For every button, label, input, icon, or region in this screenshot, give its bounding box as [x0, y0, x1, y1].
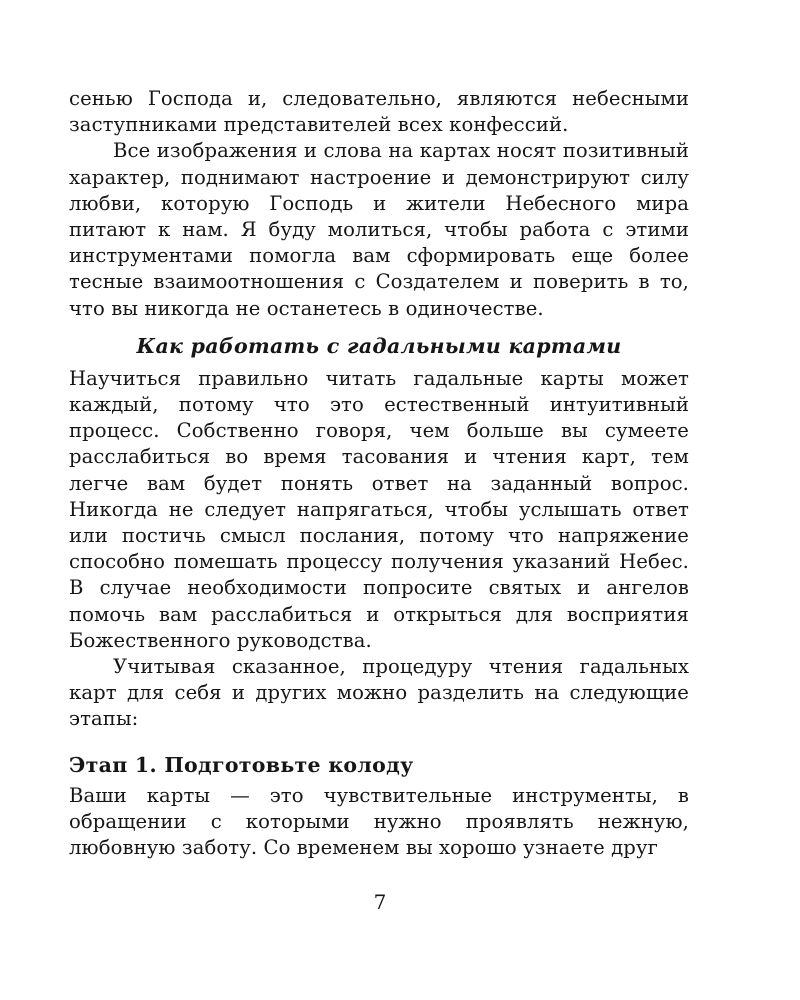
step-heading: Этап 1. Подготовьте колоду [69, 752, 414, 777]
page-number: 7 [373, 890, 387, 914]
paragraph-continuation: сенью Господа и, следовательно, являются небесными заступниками представителей всех конфессий. [69, 87, 689, 137]
paragraph-step-one: Ваши карты — это чувствительные инструменты, в обращении с которыми нужно проявлять нежную, любовную заботу. Со временем вы хорошо узнаете друг [69, 783, 689, 860]
section-heading: Как работать с гадальными картами [136, 333, 622, 358]
paragraph-learn-reading: Научиться правильно читать гадальные карты может каждый, потому что это естественный интуитивный процесс. Собственно говоря, чем больше вы сумеете расслабиться во время тасования и чтения карт, тем легче вам будет понять ответ на заданный вопрос. Никогда не следует напрягаться, чтобы услышать ответ или постичь смысл послания, потому что напряжение способно помешать процессу получения указаний Небес. В случае необходимости попросите святых и ангелов помочь вам расслабиться и открыться для восприятия Божественного руководства. [69, 366, 689, 652]
paragraph-stages-intro: Учитывая сказанное, процедуру чтения гадальных карт для себя и других можно разделить на следующие этапы: [69, 655, 689, 731]
paragraph-cards-positive: Все изображения и слова на картах носят позитивный характер, поднимают настроение и демонстрируют силу любви, которую Господь и жители Небесного мира питают к нам. Я буду молиться, чтобы работа с этими инструментами помогла вам сформировать еще более тесные взаимоотношения с Создателем и поверить в то, что вы никогда не останетесь в одиночестве. [69, 139, 689, 320]
book-page [69, 86, 689, 861]
